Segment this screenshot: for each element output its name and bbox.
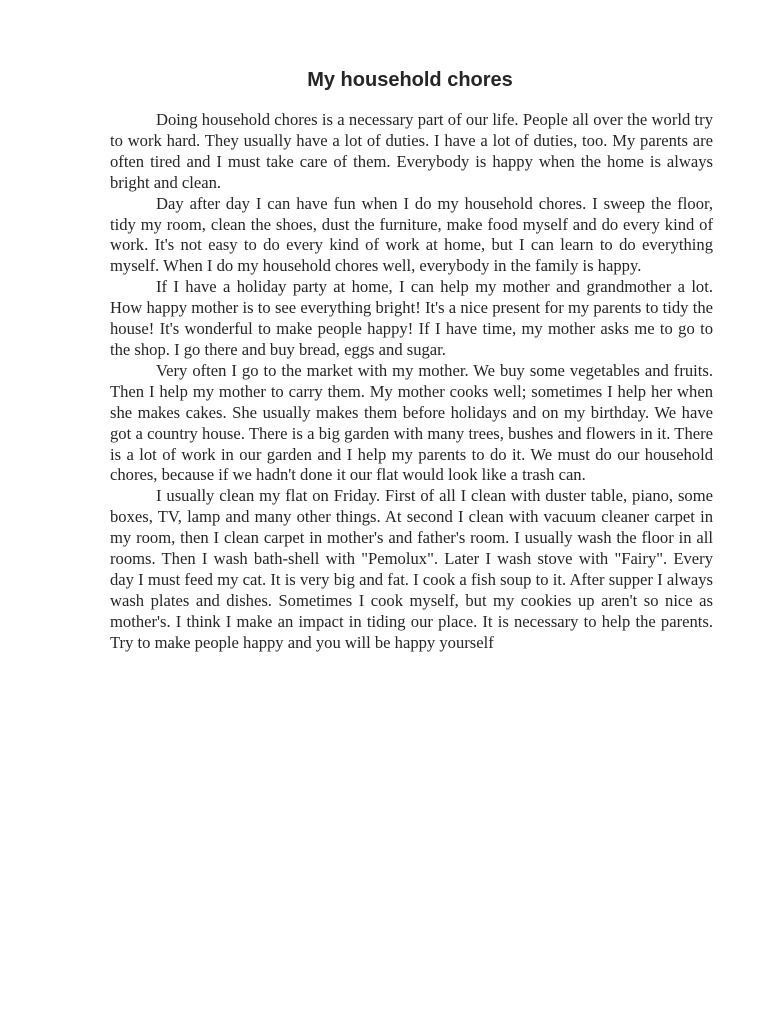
document-body — [110, 110, 713, 654]
document-title: My household chores — [307, 69, 513, 91]
paragraph-2: Day after day I can have fun when I do my household chores. I sweep the floor, tidy my room, clean the shoes, dust the furniture, make food myself and do every kind of work. It's not easy to do every kind of work at home, but I can learn to do everything myself. When I do my household chores well, everybody in the family is happy. — [110, 193, 713, 276]
paragraph-4: Very often I go to the market with my mother. We buy some vegetables and fruits. Then I help my mother to carry them. My mother cooks well; sometimes I help her when she makes cakes. She usually makes them before holidays and on my birthday. We have got a country house. There is a big garden with many trees, bushes and flowers in it. There is a lot of work in our garden and I help my parents to do it. We must do our household chores, because if we hadn't done it our flat would look like a trash can. — [110, 360, 713, 485]
paragraph-3: If I have a holiday party at home, I can help my mother and grandmother a lot. How happy mother is to see everything bright! It's a nice present for my parents to tidy the house! It's wonderful to make people happy! If I have time, my mother asks me to go to the shop. I go there and buy bread, eggs and sugar. — [110, 277, 713, 359]
paragraph-1: Doing household chores is a necessary part of our life. People all over the world try to work hard. They usually have a lot of duties. I have a lot of duties, too. My parents are often tired and I must take care of them. Everybody is happy when the home is always bright and clean. — [110, 110, 713, 192]
paragraph-5: I usually clean my flat on Friday. First of all I clean with duster table, piano, some boxes, TV, lamp and many other things. At second I clean with vacuum cleaner carpet in my room, then I clean carpet in mother's and father's room. I usually wash the floor in all rooms. Then I wash bath-shell with "Pemolux". Later I wash stove with "Fairy". Every day I must feed my cat. It is very big and fat. I cook a fish soup to it. After supper I always wash plates and dishes. Sometimes I cook myself, but my cookies up aren't so nice as mother's. I think I make an impact in tiding our place. It is necessary to help the parents. Try to make people happy and you will be happy yourself — [110, 486, 713, 652]
